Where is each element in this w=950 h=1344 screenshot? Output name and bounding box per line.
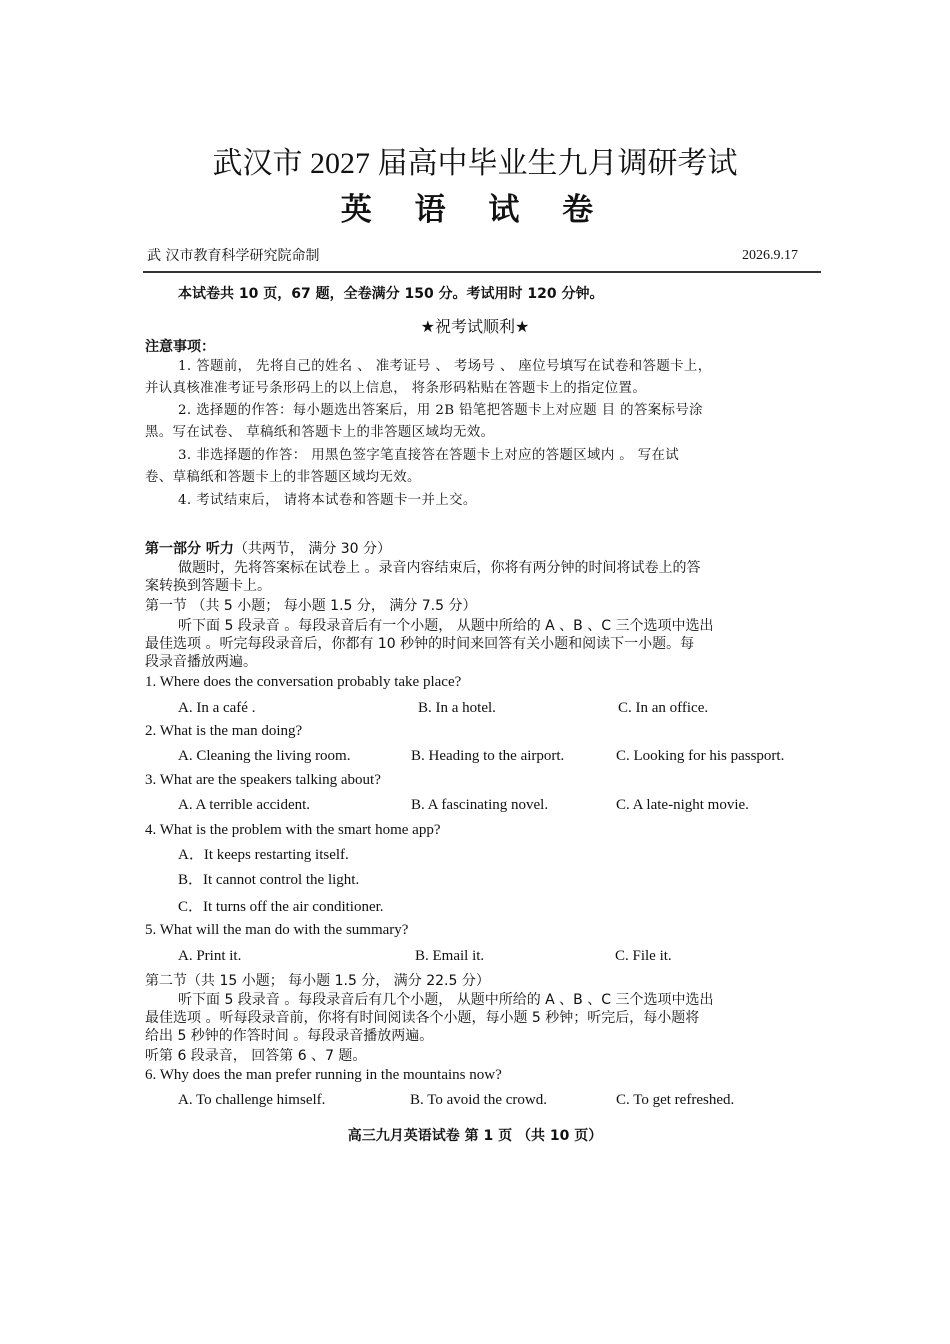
header-rule xyxy=(143,271,821,273)
good-luck-banner: ★祝考试顺利★ xyxy=(420,317,530,336)
option: B. Email it. xyxy=(415,948,485,964)
option: A. To challenge himself. xyxy=(178,1092,326,1108)
section2-directions: 给出 5 秒钟的作答时间 。每段录音播放两遍。 xyxy=(145,1028,434,1044)
option: B. To avoid the crowd. xyxy=(410,1092,547,1108)
notice-line: 黑。写在试卷、 草稿纸和答题卡上的非答题区域均无效。 xyxy=(145,425,495,440)
exam-date: 2026.9.17 xyxy=(742,248,798,263)
option: C. In an office. xyxy=(618,700,709,716)
option: B. In a hotel. xyxy=(418,700,496,716)
notice-line: 2. 选择题的作答：每小题选出答案后，用 2B 铅笔把答题卡上对应题 目 的答案标号涂 xyxy=(178,403,703,418)
question-stem: 4. What is the problem with the smart home app? xyxy=(145,822,441,838)
option: B．It cannot control the light. xyxy=(178,872,360,888)
notice-line: 1. 答题前， 先将自己的姓名 、 准考证号 、 考场号 、 座位号填写在试卷和答题卡上， xyxy=(178,359,712,374)
question-stem: 1. Where does the conversation probably take place? xyxy=(145,674,462,690)
subject-title: 英 语 试 卷 xyxy=(340,192,610,228)
section2-directions: 最佳选项 。听每段录音前，你将有时间阅读各个小题，每小题 5 秒钟；听完后，每小题将 xyxy=(145,1010,700,1026)
section2-directions: 听下面 5 段录音 。每段录音后有几个小题， 从题中所给的 A 、B 、C 三个选项中选出 xyxy=(178,992,714,1008)
question-stem: 6. Why does the man prefer running in the mountains now? xyxy=(145,1067,502,1083)
section1-title: 第一节 （共 5 小题； 每小题 1.5 分， 满分 7.5 分） xyxy=(145,598,477,614)
passage-intro: 听第 6 段录音， 回答第 6 、7 题。 xyxy=(145,1048,367,1064)
notice-line: 4. 考试结束后， 请将本试卷和答题卡一并上交。 xyxy=(178,493,477,508)
notice-line: 3. 非选择题的作答： 用黑色签字笔直接答在答题卡上对应的答题区域内 。 写在试 xyxy=(178,448,680,463)
option: B. A fascinating novel. xyxy=(411,797,549,813)
option: A. In a café . xyxy=(178,700,256,716)
option: A．It keeps restarting itself. xyxy=(178,847,349,863)
part1-title-rest: （共两节， 满分 30 分） xyxy=(233,541,392,557)
option: A. A terrible accident. xyxy=(178,797,311,813)
question-stem: 3. What are the speakers talking about? xyxy=(145,772,381,788)
option: C. Looking for his passport. xyxy=(616,748,785,764)
part1-directions: 案转换到答题卡上。 xyxy=(145,578,271,594)
page-footer: 高三九月英语试卷 第 1 页 （共 10 页） xyxy=(347,1128,603,1144)
exam-summary: 本试卷共 10 页，67 题，全卷满分 150 分。考试用时 120 分钟。 xyxy=(178,286,604,302)
section1-directions: 段录音播放两遍。 xyxy=(145,654,257,670)
issuer: 武 汉市教育科学研究院命制 xyxy=(147,248,320,264)
section2-title: 第二节（共 15 小题； 每小题 1.5 分， 满分 22.5 分） xyxy=(145,973,490,989)
option: A. Print it. xyxy=(178,948,242,964)
option: B. Heading to the airport. xyxy=(411,748,565,764)
part1-title xyxy=(145,540,391,558)
notice-title: 注意事项： xyxy=(145,339,215,355)
exam-title: 武汉市 2027 届高中毕业生九月调研考试 xyxy=(212,147,738,180)
option: C. A late-night movie. xyxy=(616,797,749,813)
section1-directions: 最佳选项 。听完每段录音后，你都有 10 秒钟的时间来回答有关小题和阅读下一小题。每 xyxy=(145,636,695,652)
option: C. To get refreshed. xyxy=(616,1092,735,1108)
notice-line: 并认真核准准考证号条形码上的以上信息， 将条形码粘贴在答题卡上的指定位置。 xyxy=(145,381,647,396)
part1-directions: 做题时，先将答案标在试卷上 。录音内容结束后，你将有两分钟的时间将试卷上的答 xyxy=(178,560,701,576)
question-stem: 5. What will the man do with the summary? xyxy=(145,922,409,938)
option: A. Cleaning the living room. xyxy=(178,748,351,764)
section1-directions: 听下面 5 段录音 。每段录音后有一个小题， 从题中所给的 A 、B 、C 三个选项中选出 xyxy=(178,618,714,634)
option: C．It turns off the air conditioner. xyxy=(178,899,384,915)
notice-line: 卷、草稿纸和答题卡上的非答题区域均无效。 xyxy=(145,470,421,485)
part1-title-bold: 第一部分 听力 xyxy=(145,541,234,557)
question-stem: 2. What is the man doing? xyxy=(145,723,303,739)
option: C. File it. xyxy=(615,948,672,964)
